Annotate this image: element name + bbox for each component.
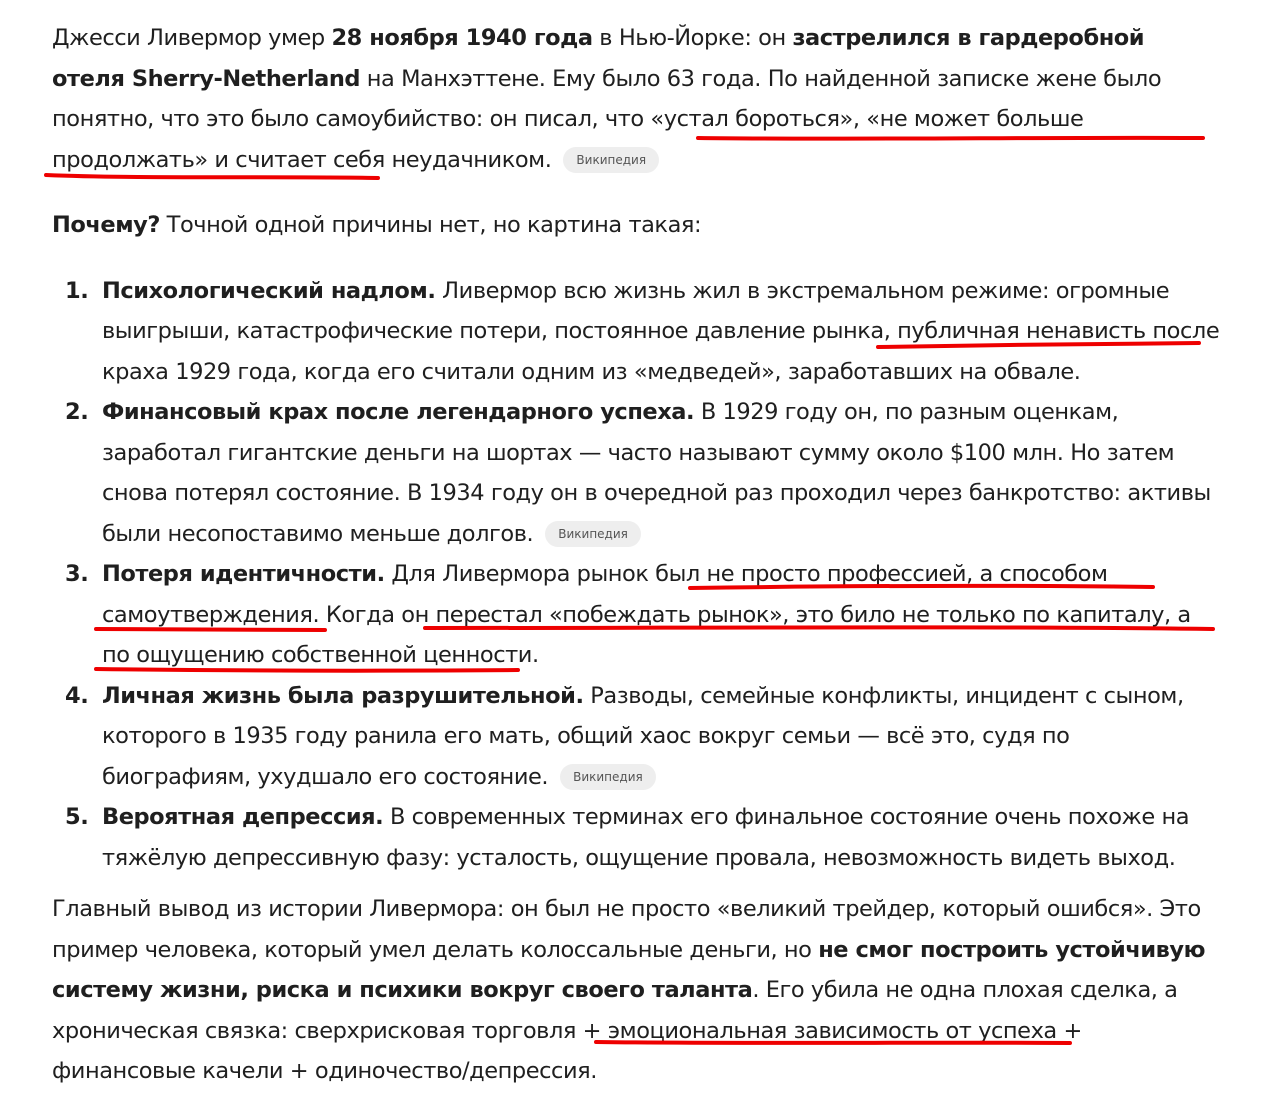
- text: Главный вывод из истории Ливермора: он был не просто «великий трейдер, который ошибся». Это пример человека, который умел делать колоссальные деньги, но: [52, 896, 1201, 963]
- reasons-list: [52, 271, 1222, 879]
- wikipedia-citation-chip[interactable]: Википедия: [545, 521, 641, 547]
- text: Точной одной причины нет, но картина такая:: [159, 212, 702, 238]
- list-number: 3.: [65, 561, 89, 587]
- text: Джесси Ливермор умер: [52, 25, 332, 51]
- answer-content: [52, 18, 1222, 1092]
- list-item: [52, 554, 1222, 676]
- list-item-text: Для Ливермора рынок был не просто профессией, а способом самоутверждения. Когда он перестал «побеждать рынок», это било не только по капиталу, а по ощущению собственной ценности.: [102, 561, 1191, 668]
- bold-why: Почему?: [52, 212, 160, 238]
- paragraph-death: [52, 18, 1222, 180]
- list-item-text: В современных терминах его финальное состояние очень похоже на тяжёлую депрессивную фазу: усталость, ощущение провала, невозможность видеть выход.: [102, 804, 1190, 871]
- paragraph-why: [52, 205, 1222, 246]
- bold-suicide: застрелился в гардеробной отеля Sherry-Netherland: [52, 25, 1145, 92]
- list-item-text: Ливермор всю жизнь жил в экстремальном режиме: огромные выигрыши, катастрофические потери, постоянное давление рынка, публичная ненависть после краха 1929 года, когда его считали одним из «медведей», заработавших на обвале.: [102, 277, 1220, 385]
- list-item: [52, 271, 1222, 393]
- list-item: [52, 797, 1222, 878]
- text: на Манхэттене. Ему было 63 года. По найденной записке жене было понятно, что это было самоубийство: он писал, что «устал бороться», «не может больше продолжать» и считает себя неудачником.: [52, 65, 1162, 173]
- bold-date: 28 ноября 1940 года: [331, 25, 593, 51]
- wikipedia-citation-chip[interactable]: Википедия: [563, 147, 659, 173]
- list-item: [52, 676, 1222, 798]
- list-number: 2.: [65, 399, 89, 425]
- list-number: 5.: [65, 804, 89, 830]
- list-item-title: Финансовый крах после легендарного успеха.: [102, 399, 695, 425]
- text: . Его убила не одна плохая сделка, а хроническая связка: сверхрисковая торговля + эмоциональная зависимость от успеха + финансовые качели + одиночество/депрессия.: [52, 977, 1178, 1084]
- list-item-title: Потеря идентичности.: [102, 561, 385, 587]
- list-item-title: Психологический надлом.: [102, 277, 436, 304]
- list-item-title: Личная жизнь была разрушительной.: [102, 682, 584, 709]
- text: в Нью-Йорке: он: [592, 25, 793, 51]
- list-item: [52, 392, 1222, 554]
- list-item-title: Вероятная депрессия.: [102, 804, 384, 830]
- list-item-text: В 1929 году он, по разным оценкам, заработал гигантские деньги на шортах — часто называют сумму около $100 млн. Но затем снова потерял состояние. В 1934 году он в очередной раз проходил через банкротство: активы были несопоставимо меньше долгов.: [102, 399, 1211, 547]
- bold-conclusion: не смог построить устойчивую систему жизни, риска и психики вокруг своего таланта: [52, 936, 1206, 1003]
- list-number: 4.: [65, 682, 89, 709]
- list-number: 1.: [65, 277, 89, 304]
- paragraph-conclusion: [52, 889, 1222, 1092]
- list-item-text: Разводы, семейные конфликты, инцидент с сыном, которого в 1935 году ранила его мать, общий хаос вокруг семьи — всё это, судя по биографиям, ухудшало его состояние.: [102, 682, 1184, 790]
- wikipedia-citation-chip[interactable]: Википедия: [560, 764, 656, 790]
